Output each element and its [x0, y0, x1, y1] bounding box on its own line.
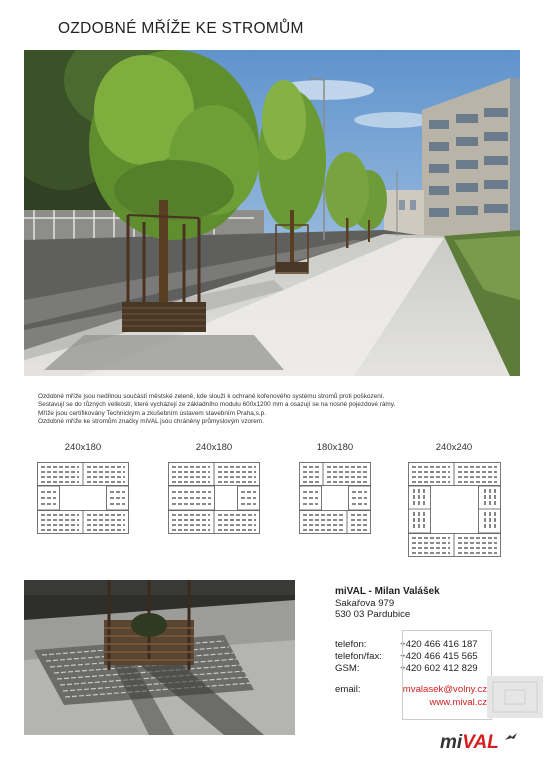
grate-diagram-180x180 [299, 462, 371, 534]
description-line: Sestavují se do různých velikostí, které vycházejí ze základního modulu 600x1200 mm a osazují se na nosné pojezdové rámy. [38, 401, 396, 409]
grate-closeup-photo [24, 580, 295, 735]
street-address: Sakařova 979 [335, 597, 395, 609]
description-line: Ozdobné mříže jsou nedílnou součástí městské zeleně, kde slouží k ochraně kořenového systému stromů proti poškození. [38, 393, 385, 400]
grate-size-label: 180x180 [316, 442, 354, 453]
email-label: email: [335, 684, 361, 695]
page-title: OZDOBNÉ MŘÍŽE KE STROMŮM [58, 20, 304, 37]
bird-icon [504, 732, 518, 742]
description-line: Ozdobné mříže ke stromům značky miVAL jsou chráněny průmyslovým vzorem. [38, 418, 264, 426]
phone-label: telefon: [335, 639, 367, 650]
grate-diagram-240x240 [408, 462, 501, 557]
fax-value: +420 466 415 565 [400, 651, 478, 662]
website-link[interactable]: www.mival.cz [429, 697, 487, 708]
email-link[interactable]: mvalasek@volny.cz [402, 684, 487, 695]
grate-size-label: 240x180 [64, 442, 102, 453]
fax-label: telefon/fax: [335, 651, 382, 662]
grate-size-label: 240x180 [195, 442, 233, 453]
mival-logo [440, 732, 518, 754]
gsm-label: GSM: [335, 663, 360, 674]
company-name: miVAL - Milan Valášek [335, 586, 440, 597]
phone-value: +420 466 416 187 [400, 639, 478, 650]
logo-prefix: mi [440, 732, 463, 753]
grate-size-diagrams [0, 440, 544, 565]
city-address: 530 03 Pardubice [335, 609, 411, 620]
gsm-value: +420 602 412 829 [400, 663, 478, 674]
description-line: Mříže jsou certifikovány Technickým a zkušebním ústavem stavebním Praha,s.p. [38, 409, 266, 417]
main-street-photo [24, 50, 520, 376]
contact-address [335, 586, 440, 621]
watermark-block [487, 676, 543, 718]
grate-diagram-240x180 [168, 462, 260, 534]
grate-diagram-240x180 [37, 462, 129, 534]
grate-size-label: 240x240 [435, 442, 473, 453]
description-text [38, 393, 508, 427]
logo-accent: VAL [462, 732, 499, 753]
grate-watermark-icon [487, 676, 543, 718]
